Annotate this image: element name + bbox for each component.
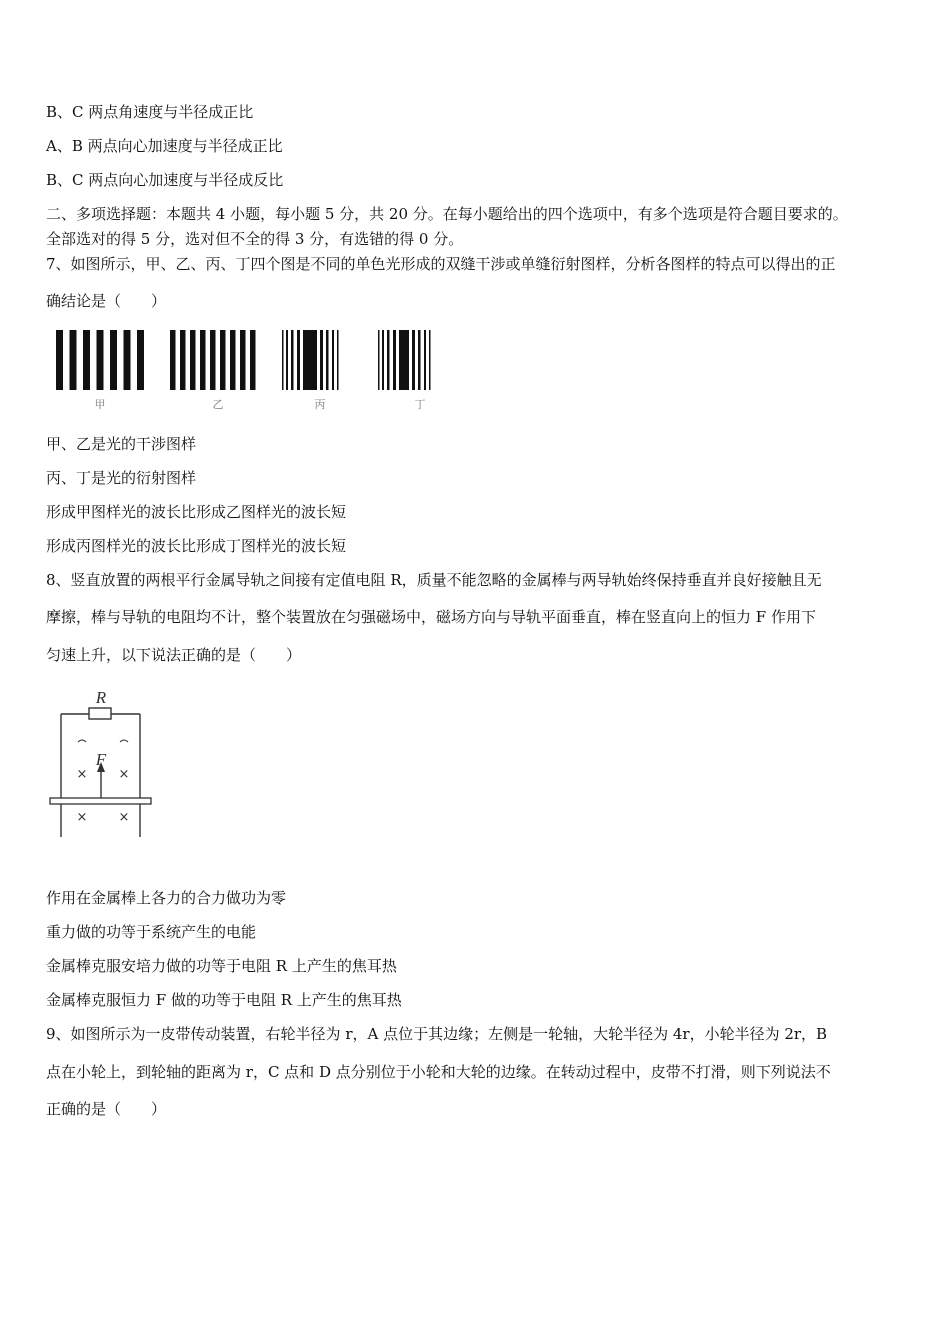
fringe-jia-bar [83,330,90,390]
fringe-ding-bar [412,330,415,390]
fringe-ding-bar [424,330,426,390]
q8-option-b: 重力做的功等于系统产生的电能 [46,923,257,941]
field-mark: × [118,810,130,825]
field-mark: × [76,767,88,782]
q8-stem-line2: 摩擦，棒与导轨的电阻均不计，整个装置放在匀强磁场中，磁场方向与导轨平面垂直，棒在竖直向上的恒力 F 作用下 [46,608,816,626]
fringe-label-yi: 乙 [212,398,224,411]
fringe-yi-bar [170,330,176,390]
fringe-jia-bar [110,330,117,390]
fringe-bing-bar [320,330,323,390]
q7-option-c: 形成甲图样光的波长比形成乙图样光的波长短 [46,503,347,521]
q7-option-a: 甲、乙是光的干涉图样 [46,435,197,453]
q9-stem-line2: 点在小轮上，到轮轴的距离为 r，C 点和 D 点分别位于小轮和大轮的边缘。在转动过程中，皮带不打滑，则下列说法不 [46,1063,831,1081]
fringe-bing-bar [332,330,334,390]
fringe-bing-bar [297,330,300,390]
fringe-label-jia: 甲 [94,398,106,411]
fringe-bing-bar [326,330,329,390]
fringe-bing-bar [337,330,339,390]
fringe-bing-bar [282,330,284,390]
q7-stem-line2: 确结论是（ ） [46,292,167,310]
fringe-jia-bar [124,330,131,390]
q7-stem-line1: 7、如图所示，甲、乙、丙、丁四个图是不同的单色光形成的双缝干涉或单缝衍射图样，分析各图样的特点可以得出的正 [46,255,836,273]
fringe-yi-bar [220,330,226,390]
fringe-yi-bar [190,330,196,390]
fringe-bing-bar [291,330,294,390]
fringe-yi-bar [250,330,256,390]
fringe-ding-bar [378,330,380,390]
q6-option-c: A、B 两点向心加速度与半径成正比 [46,137,283,155]
fringe-yi-bar [180,330,186,390]
fringe-jia-bar [97,330,104,390]
metal-rod [50,798,151,804]
q8-option-c: 金属棒克服安培力做的功等于电阻 R 上产生的焦耳热 [46,957,397,975]
force-label: F [95,750,107,769]
section2-heading-line1: 二、多项选择题：本题共 4 小题，每小题 5 分，共 20 分。在每小题给出的四个选项中，有多个选项是符合题目要求的。 [46,205,848,223]
resistor-label: R [95,688,107,707]
fringe-ding-bar [382,330,384,390]
fringe-ding-bar [429,330,431,390]
q7-fringe-figure [52,328,452,416]
fringe-ding-bar [393,330,396,390]
fringe-ding-bar [387,330,390,390]
fringe-jia-bar [70,330,77,390]
fringe-yi-bar [230,330,236,390]
q8-circuit-figure [46,682,156,842]
fringe-yi-bar [210,330,216,390]
resistor [89,708,111,719]
q8-option-a: 作用在金属棒上各力的合力做功为零 [46,889,287,907]
fringe-ding-bar [418,330,421,390]
q6-option-d: B、C 两点向心加速度与半径成反比 [46,171,284,189]
q6-option-b: B、C 两点角速度与半径成正比 [46,103,254,121]
fringe-ding-bar [399,330,409,390]
fringe-label-bing: 丙 [314,398,326,411]
q9-stem-line3: 正确的是（ ） [46,1100,167,1118]
q8-stem-line3: 匀速上升，以下说法正确的是（ ） [46,646,302,664]
fringe-jia-bar [56,330,63,390]
fringe-label-ding: 丁 [414,398,426,411]
q7-option-b: 丙、丁是光的衍射图样 [46,469,197,487]
fringe-yi-bar [200,330,206,390]
fringe-bing-bar [303,330,317,390]
section2-heading-line2: 全部选对的得 5 分，选对但不全的得 3 分，有选错的得 0 分。 [46,230,464,248]
field-mark: × [76,810,88,825]
q7-option-d: 形成丙图样光的波长比形成丁图样光的波长短 [46,537,347,555]
field-mark: × [118,767,130,782]
q8-stem-line1: 8、竖直放置的两根平行金属导轨之间接有定值电阻 R，质量不能忽略的金属棒与两导轨始终保持垂直并良好接触且无 [46,571,822,589]
q8-option-d: 金属棒克服恒力 F 做的功等于电阻 R 上产生的焦耳热 [46,991,402,1009]
fringe-yi-bar [240,330,246,390]
q9-stem-line1: 9、如图所示为一皮带传动装置，右轮半径为 r，A 点位于其边缘；左侧是一轮轴，大轮半径为 4r，小轮半径为 2r，B [46,1025,828,1043]
fringe-bing-bar [286,330,288,390]
fringe-jia-bar [137,330,144,390]
